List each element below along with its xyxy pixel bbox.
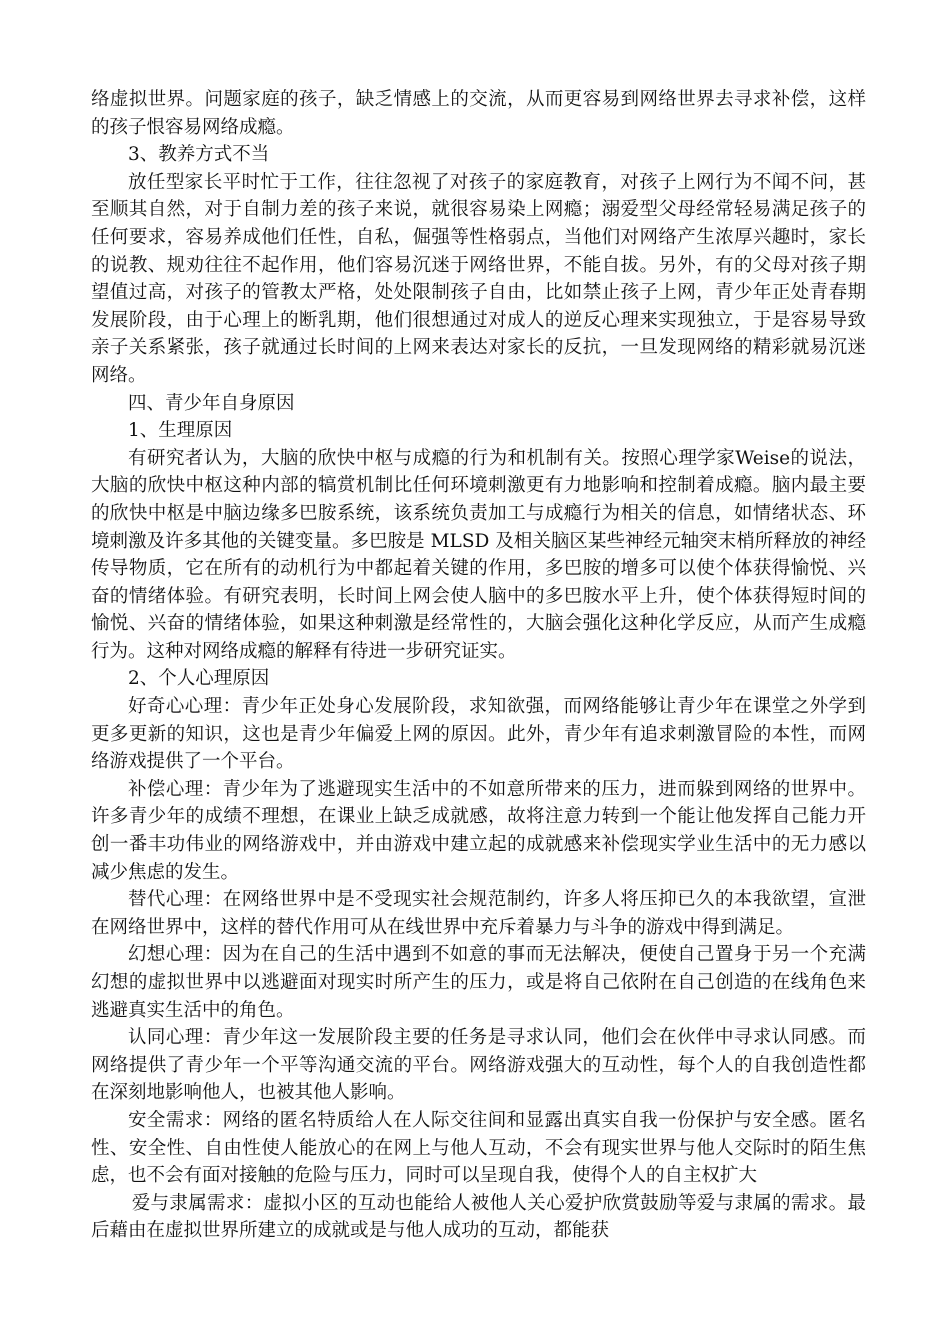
document-page bbox=[91, 86, 866, 1245]
paragraph-substitution: 替代心理：在网络世界中是不受现实社会规范制约，许多人将压抑已久的本我欲望，宣泄在网络世界中，这样的替代作用可从在线世界中充斥着暴力与斗争的游戏中得到满足。 bbox=[91, 889, 866, 938]
paragraph-security: 安全需求：网络的匿名特质给人在人际交往间和显露出真实自我一份保护与安全感。匿名性、安全性、自由性使人能放心的在网上与他人互动，不会有现实世界与他人交际时的陌生焦虑，也不会有面对接触的危险与压力，同时可以呈现自我，使得个人的自主权扩大 bbox=[91, 1109, 866, 1187]
section-heading-psychological: 2、个人心理原因 bbox=[128, 668, 270, 690]
paragraph-compensation: 补偿心理：青少年为了逃避现实生活中的不如意所带来的压力，进而躲到网络的世界中。许多青少年的成绩不理想，在课业上缺乏成就感，故将注意力转到一个能让他发挥自己能力开创一番丰功伟业的网络游戏中，并由游戏中建立起的成就感来补偿现实学业生活中的无力感以减少焦虑的发生。 bbox=[91, 778, 866, 883]
paragraph-identity: 认同心理：青少年这一发展阶段主要的任务是寻求认同，他们会在伙伴中寻求认同感。而网络提供了青少年一个平等沟通交流的平台。网络游戏强大的互动性，每个人的自我创造性都在深刻地影响他人，也被其他人影响。 bbox=[91, 1027, 866, 1104]
section-heading-physiological: 1、生理原因 bbox=[128, 420, 233, 442]
paragraph-fantasy: 幻想心理：因为在自己的生活中遇到不如意的事而无法解决，便使自己置身于另一个充满幻想的虚拟世界中以逃避面对现实时所产生的压力，或是将自己依附在自己创造的在线角色来逃避真实生活中的角色。 bbox=[91, 944, 866, 1021]
paragraph-belonging: 爱与隶属需求：虚拟小区的互动也能给人被他人关心爱护欣赏鼓励等爱与隶属的需求。最后藉由在虚拟世界所建立的成就或是与他人成功的互动，都能获 bbox=[91, 1192, 866, 1242]
section-heading-youth-causes: 四、青少年自身原因 bbox=[128, 392, 295, 414]
paragraph-continuation: 络虚拟世界。问题家庭的孩子，缺乏情感上的交流，从而更容易到网络世界去寻求补偿，这样的孩子恨容易网络成瘾。 bbox=[91, 89, 866, 138]
paragraph-curiosity: 好奇心心理：青少年正处身心发展阶段，求知欲强，而网络能够让青少年在课堂之外学到更多更新的知识，这也是青少年偏爱上网的原因。此外，青少年有追求刺激冒险的本性，而网络游戏提供了一个平台。 bbox=[91, 696, 866, 773]
paragraph-physiological: 有研究者认为，大脑的欣快中枢与成瘾的行为和机制有关。按照心理学家Weise的说法，大脑的欣快中枢这种内部的犒赏机制比任何环境刺激更有力地影响和控制着成瘾。脑内最主要的欣快中枢是中脑边缘多巴胺系统，该系统负责加工与成瘾行为相关的信息，如情绪状态、环境刺激及许多其他的关键变量。多巴胺是 MLSD 及相关脑区某些神经元轴突末梢所释放的神经传导物质，它在所有的动机行为中都起着关键的作用，多巴胺的增多可以使个体获得愉悦、兴奋的情绪体验。有研究表明，长时间上网会使人脑中的多巴胺水平上升，使个体获得短时间的愉悦、兴奋的情绪体验，如果这种刺激是经常性的，大脑会强化这种化学反应，从而产生成瘾行为。这种对网络成瘾的解释有待进一步研究证实。 bbox=[91, 447, 866, 662]
section-heading-parenting-style: 3、教养方式不当 bbox=[128, 144, 270, 166]
paragraph-parenting-style: 放任型家长平时忙于工作，往往忽视了对孩子的家庭教育，对孩子上网行为不闻不问，甚至顺其自然，对于自制力差的孩子来说，就很容易染上网瘾；溺爱型父母经常轻易满足孩子的任何要求，容易养成他们任性，自私，倔强等性格弱点，当他们对网络产生浓厚兴趣时，家长的说教、规劝往往不起作用，他们容易沉迷于网络世界，不能自拔。另外，有的父母对孩子期望值过高，对孩子的管教太严格，处处限制孩子自由，比如禁止孩子上网，青少年正处青春期发展阶段，由于心理上的断乳期，他们很想通过对成人的逆反心理来实现独立，于是容易导致亲子关系紧张，孩子就通过长时间的上网来表达对家长的反抗，一旦发现网络的精彩就易沉迷网络。 bbox=[91, 171, 866, 386]
